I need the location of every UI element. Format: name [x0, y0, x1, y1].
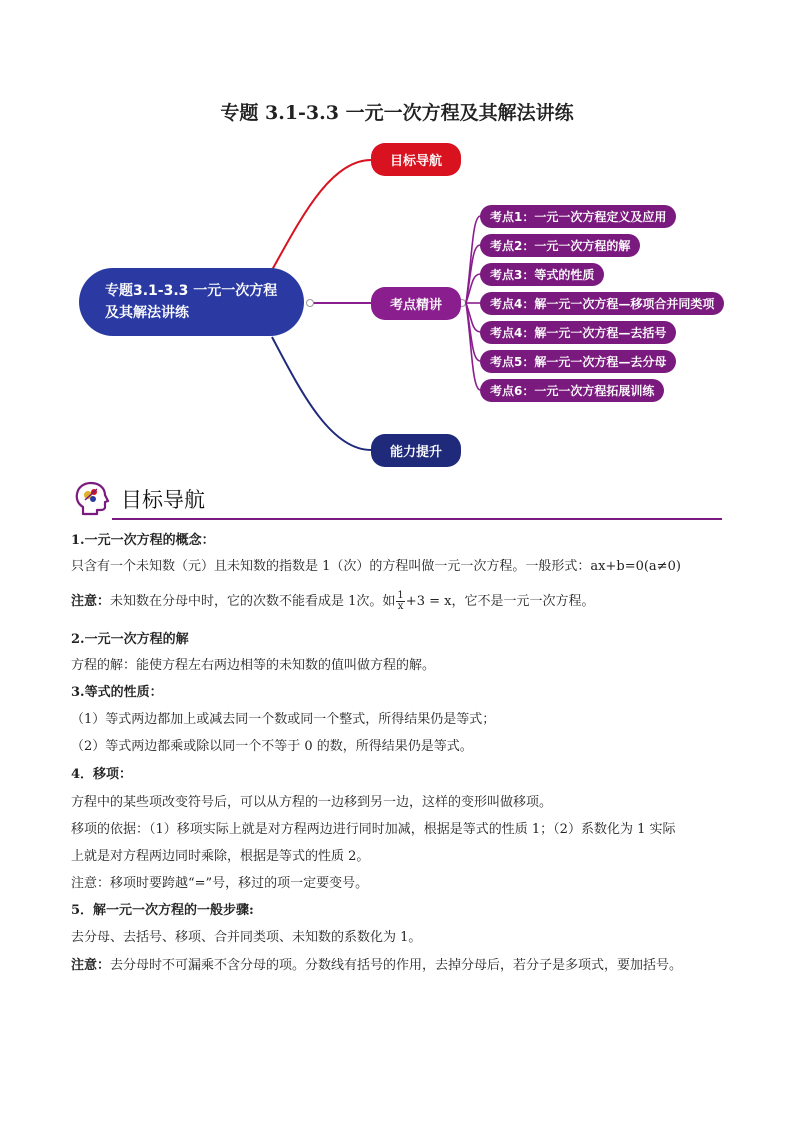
- fraction-den: x: [397, 601, 404, 612]
- note-tail: ，它不是一元一次方程。: [451, 594, 595, 609]
- paragraph-3b: （2）等式两边都乘或除以同一个不等于 0 的数，所得结果仍是等式。: [71, 739, 473, 754]
- note-label: 注意：: [71, 958, 111, 973]
- branch-target-nav: 目标导航: [371, 143, 461, 176]
- paragraph-4d: 注意：移项时要跨越“=”号，移过的项一定要变号。: [71, 876, 369, 891]
- heading-1: 1.一元一次方程的概念：: [71, 533, 215, 548]
- note-5: [71, 957, 682, 975]
- page-title: 专题 3.1-3.3 一元一次方程及其解法讲练: [220, 102, 574, 124]
- paragraph-5a: 去分母、去括号、移项、合并同类项、未知数的系数化为 1。: [71, 930, 422, 945]
- paragraph-2: 方程的解：能使方程左右两边相等的未知数的值叫做方程的解。: [71, 658, 436, 673]
- root-line-2: 及其解法讲练: [105, 305, 189, 321]
- mind-map-root: [79, 268, 304, 336]
- paragraph-4a: 方程中的某些项改变符号后，可以从方程的一边移到另一边，这样的变形叫做移项。: [71, 795, 553, 810]
- root-line-1: 专题3.1-3.3 一元一次方程: [105, 283, 278, 299]
- note-text: 去分母时不可漏乘不含分母的项。分数线有括号的作用，去掉分母后，若分子是多项式，要加括号。: [110, 958, 683, 973]
- heading-5: 5．解一元一次方程的一般步骤:: [71, 903, 254, 918]
- leaf-point-1: 考点1：一元一次方程定义及应用: [480, 205, 676, 228]
- note-text: 未知数在分母中时，它的次数不能看成是 1次。如: [110, 594, 396, 609]
- head-gears-icon: [73, 480, 111, 518]
- paragraph-4c: 上就是对方程两边同时乘除，根据是等式的性质 2。: [71, 849, 370, 864]
- paragraph-1: 只含有一个未知数（元）且未知数的指数是 1（次）的方程叫做一元一次方程。一般形式：ax+b=0(a≠0): [71, 559, 681, 574]
- leaf-point-4a: 考点4：解一元一次方程—移项合并同类项: [480, 292, 724, 315]
- paragraph-3a: （1）等式两边都加上或减去同一个数或同一个整式，所得结果仍是等式；: [71, 712, 496, 727]
- paragraph-4b: 移项的依据：（1）移项实际上就是对方程两边进行同时加减，根据是等式的性质 1；（2）系数化为 1 实际: [71, 822, 676, 837]
- heading-4: 4．移项：: [71, 767, 133, 782]
- leaf-point-3: 考点3：等式的性质: [480, 263, 604, 286]
- leaf-point-6: 考点6：一元一次方程拓展训练: [480, 379, 664, 402]
- branch-ability-boost: 能力提升: [371, 434, 461, 467]
- leaf-point-2: 考点2：一元一次方程的解: [480, 234, 640, 257]
- branch-key-points: 考点精讲: [371, 287, 461, 320]
- mind-map: [0, 0, 794, 480]
- note-label: 注意：: [71, 594, 111, 609]
- heading-2: 2.一元一次方程的解: [71, 632, 189, 647]
- section-title: 目标导航: [121, 488, 205, 512]
- heading-3: 3.等式的性质：: [71, 685, 163, 700]
- fraction: [396, 591, 404, 612]
- note-1: [71, 591, 594, 612]
- section-divider: [112, 518, 722, 520]
- mind-map-connectors: [0, 0, 794, 480]
- fraction-num: 1: [397, 590, 404, 601]
- leaf-point-5: 考点5：解一元一次方程—去分母: [480, 350, 676, 373]
- leaf-point-4b: 考点4：解一元一次方程—去括号: [480, 321, 676, 344]
- note-equation: +3 = x: [405, 594, 452, 609]
